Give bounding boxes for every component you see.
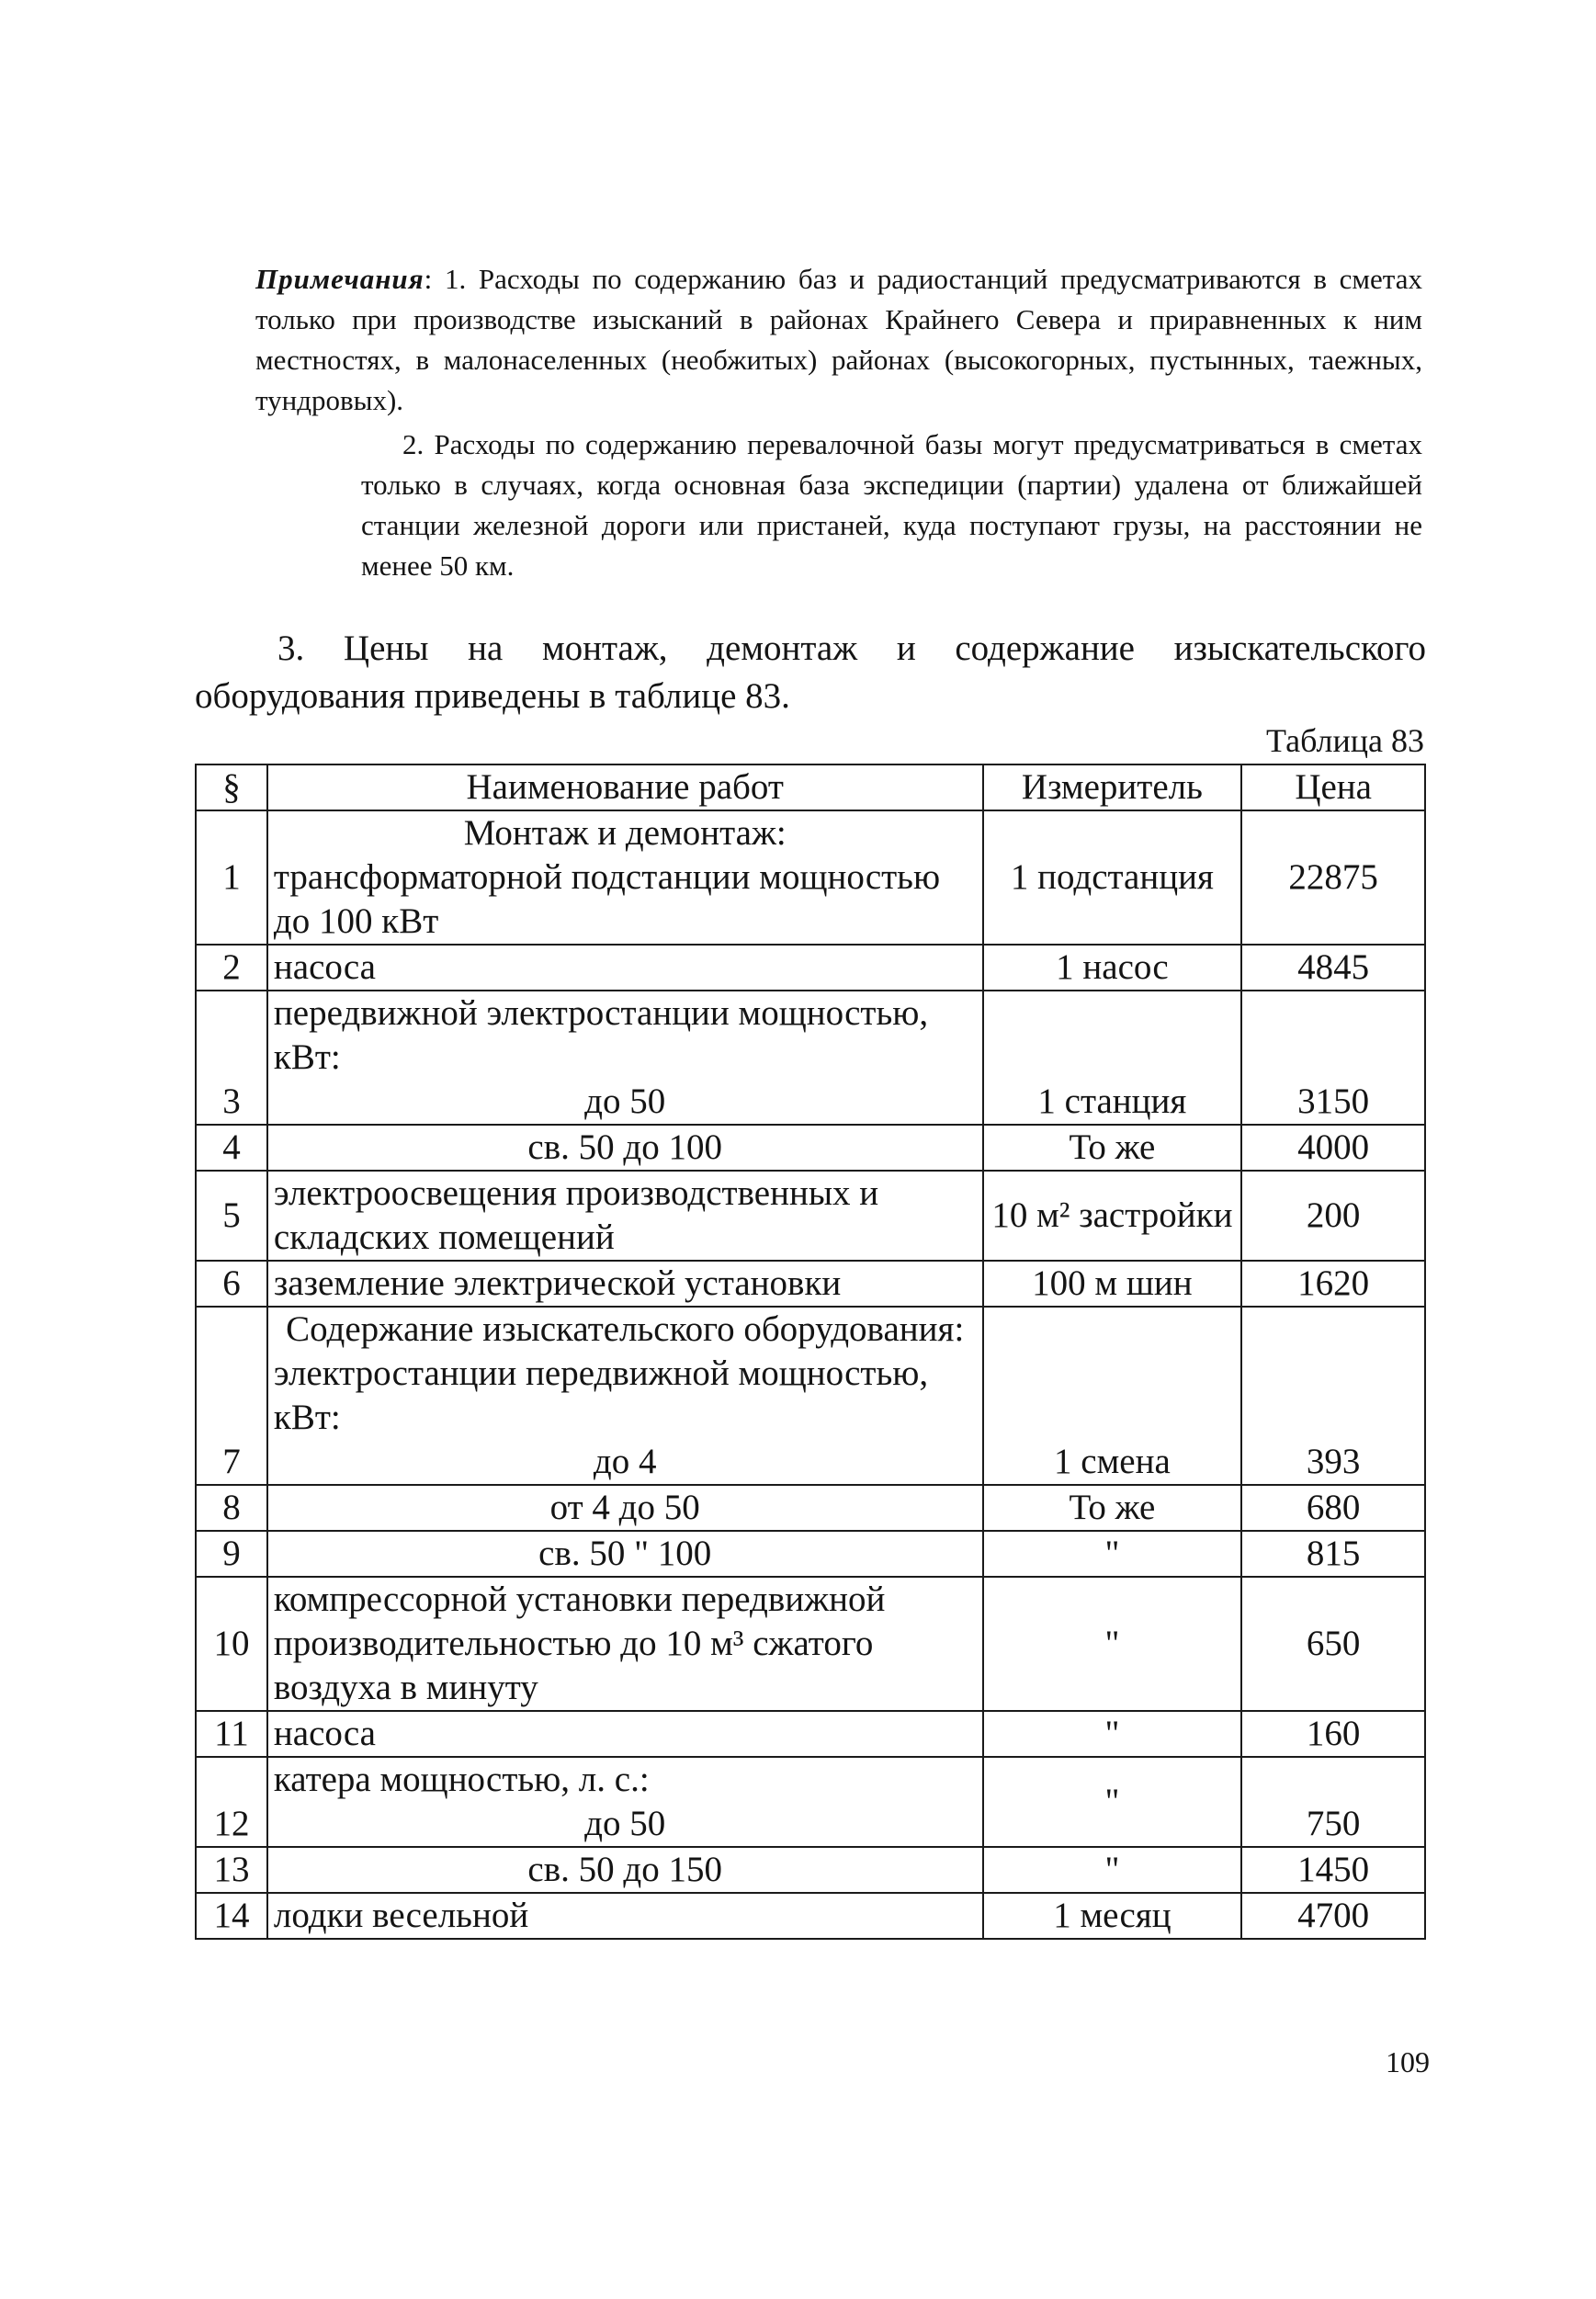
row-unit: 1 насос: [983, 945, 1242, 991]
row-price: 3150: [1241, 991, 1425, 1125]
group-text: катера мощностью, л. с.:: [273, 1760, 650, 1799]
row-price: 750: [1241, 1757, 1425, 1847]
row-num: 7: [196, 1307, 267, 1485]
row-price: 4845: [1241, 945, 1425, 991]
row-num: 13: [196, 1847, 267, 1893]
work-text: до 50: [584, 1082, 666, 1121]
row-work: [267, 810, 983, 945]
row-work: от 4 до 50: [267, 1485, 983, 1531]
table-header: [196, 764, 1425, 810]
row-num: 14: [196, 1893, 267, 1939]
row-num: 11: [196, 1711, 267, 1757]
row-price: 680: [1241, 1485, 1425, 1531]
row-work: насоса: [267, 945, 983, 991]
section-title-mount: Монтаж и демонтаж:: [463, 813, 787, 853]
row-work: св. 50 до 150: [267, 1847, 983, 1893]
row-price: 1450: [1241, 1847, 1425, 1893]
row-price: 650: [1241, 1577, 1425, 1711]
table-row: [196, 1171, 1425, 1261]
table-row: [196, 1307, 1425, 1485]
row-num: 8: [196, 1485, 267, 1531]
row-num: 5: [196, 1171, 267, 1261]
group-text: передвижной электростанции мощностью, кВт:: [273, 993, 929, 1077]
row-work: лодки весельной: [267, 1893, 983, 1939]
row-unit: То же: [983, 1485, 1242, 1531]
table-row: [196, 945, 1425, 991]
header-price: Цена: [1241, 764, 1425, 810]
section-title-maint: Содержание изыскательского оборудования:: [286, 1309, 965, 1349]
row-price: 4000: [1241, 1125, 1425, 1171]
table-row: [196, 1757, 1425, 1847]
row-work: св. 50 " 100: [267, 1531, 983, 1577]
row-work: компрессорной установки передвижной производительностью до 10 м³ сжатого воздуха в минуту: [267, 1577, 983, 1711]
price-table: [195, 764, 1426, 1940]
table-row: [196, 1531, 1425, 1577]
row-price: 160: [1241, 1711, 1425, 1757]
row-unit: ": [983, 1711, 1242, 1757]
row-work: [267, 991, 983, 1125]
table-row: [196, 991, 1425, 1125]
table-row: [196, 1577, 1425, 1711]
work-text: до 4: [593, 1442, 657, 1481]
paragraph-3: 3. Цены на монтаж, демонтаж и содержание изыскательского оборудования приведены в таблице 83.: [195, 629, 1426, 716]
row-work: [267, 1307, 983, 1485]
row-price: 22875: [1241, 810, 1425, 945]
notes-block: [255, 259, 1422, 586]
notes-label: Примечания: [255, 263, 424, 295]
row-unit: ": [983, 1577, 1242, 1711]
row-num: 12: [196, 1757, 267, 1847]
row-price: 200: [1241, 1171, 1425, 1261]
table-caption: Таблица 83: [1266, 722, 1424, 759]
row-price: 393: [1241, 1307, 1425, 1485]
row-unit: ": [983, 1757, 1242, 1847]
note-1-text: 1. Расходы по содержанию баз и радиостанций предусматриваются в сметах только при производстве изысканий в районах Крайнего Севера и приравненных к ним местностях, в малонаселенных (необжитых) районах (высокогорных, пустынных, таежных, тундровых).: [255, 263, 1422, 416]
table-row: [196, 1125, 1425, 1171]
row-unit: 1 подстанция: [983, 810, 1242, 945]
table-row: [196, 1261, 1425, 1307]
row-num: 10: [196, 1577, 267, 1711]
work-text: до 50: [584, 1804, 666, 1843]
table-row: [196, 1711, 1425, 1757]
note-2: 2. Расходы по содержанию перевалочной базы могут предусматриваться в сметах только в случаях, когда основная база экспедиции (партии) удалена от ближайшей станции железной дороги или пристаней, куда поступают грузы, на расстоянии не менее 50 км.: [361, 428, 1422, 582]
table-row: [196, 1485, 1425, 1531]
row-work: [267, 1757, 983, 1847]
row-unit: 100 м шин: [983, 1261, 1242, 1307]
table-row: [196, 810, 1425, 945]
row-unit: ": [983, 1847, 1242, 1893]
work-text: трансформаторной подстанции мощностью до 100 кВт: [273, 857, 941, 941]
row-price: 1620: [1241, 1261, 1425, 1307]
group-text: электростанции передвижной мощностью, кВт:: [273, 1353, 929, 1437]
row-unit: 1 станция: [983, 991, 1242, 1125]
row-work: заземление электрической установки: [267, 1261, 983, 1307]
row-unit: ": [983, 1531, 1242, 1577]
row-unit: 1 месяц: [983, 1893, 1242, 1939]
row-unit: 1 смена: [983, 1307, 1242, 1485]
row-unit: То же: [983, 1125, 1242, 1171]
table-row: [196, 1847, 1425, 1893]
note-1: Примечания: 1. Расходы по содержанию баз и радиостанций предусматриваются в сметах только при производстве изысканий в районах Крайнего Севера и приравненных к ним местностях, в малонаселенных (необжитых) районах (высокогорных, пустынных, таежных, тундровых).: [255, 263, 1422, 416]
header-unit: Измеритель: [983, 764, 1242, 810]
row-unit: 10 м² застройки: [983, 1171, 1242, 1261]
row-price: 815: [1241, 1531, 1425, 1577]
header-work: Наименование работ: [267, 764, 983, 810]
row-work: электроосвещения производственных и складских помещений: [267, 1171, 983, 1261]
page-number: 109: [1386, 2045, 1430, 2078]
row-price: 4700: [1241, 1893, 1425, 1939]
row-num: 6: [196, 1261, 267, 1307]
header-section: §: [196, 764, 267, 810]
table-row: [196, 1893, 1425, 1939]
row-num: 1: [196, 810, 267, 945]
row-num: 9: [196, 1531, 267, 1577]
row-num: 2: [196, 945, 267, 991]
row-work: св. 50 до 100: [267, 1125, 983, 1171]
row-num: 4: [196, 1125, 267, 1171]
row-num: 3: [196, 991, 267, 1125]
row-work: насоса: [267, 1711, 983, 1757]
